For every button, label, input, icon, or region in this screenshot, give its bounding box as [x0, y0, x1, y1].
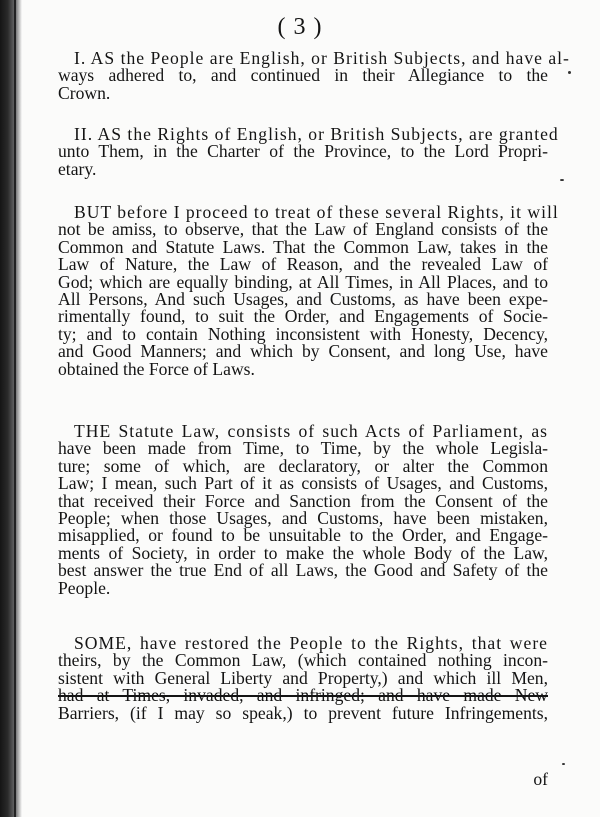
paragraph-line: unto Them, in the Charter of the Province, to the Lord Propri-	[58, 141, 548, 162]
paragraph-5	[58, 635, 548, 722]
paragraph-line: BUT before I proceed to treat of these several Rights, it will	[74, 202, 559, 222]
paragraph-line: Law; I mean, such Part of it as consists of Usages, and Customs,	[58, 473, 548, 494]
paragraph-line: misapplied, or found to be unsuitable to the Order, and Engage-	[58, 525, 548, 546]
ink-speck	[568, 71, 571, 74]
paragraph-line: Barriers, (if I may so speak,) to prevent future Infringements,	[58, 702, 548, 723]
paragraph-line: ture; some of which, are declaratory, or alter the Common	[58, 455, 548, 476]
paragraph-line: Crown.	[58, 82, 111, 103]
paragraph-line: etary.	[58, 158, 97, 179]
struck-through-line: had at Times, invaded, and infringed; and have made New	[58, 685, 548, 706]
ink-speck	[560, 179, 564, 181]
paragraph-line: obtained the Force of Laws.	[58, 358, 255, 379]
paragraph-line: Law of Nature, the Law of Reason, and the revealed Law of	[58, 254, 548, 275]
paragraph-line: and Good Manners; and which by Consent, and long Use, have	[58, 341, 548, 362]
paragraph-line: Common and Statute Laws. That the Common Law, takes in the	[58, 236, 548, 257]
paragraph-line: have been made from Time, to Time, by the whole Legisla-	[58, 438, 548, 459]
paragraph-line: ways adhered to, and continued in their Allegiance to the	[58, 65, 548, 86]
paragraph-4	[58, 423, 548, 597]
paragraph-line: theirs, by the Common Law, (which contained nothing incon-	[58, 650, 548, 671]
paragraph-line: ty; and to contain Nothing inconsistent with Honesty, Decency,	[58, 323, 548, 344]
paragraph-2	[58, 124, 559, 179]
page-number: ( 3 )	[277, 14, 323, 40]
paragraph-line: that received their Force and Sanction from the Consent of the	[58, 490, 548, 511]
paragraph-line: SOME, have restored the People to the Rights, that were	[74, 633, 548, 653]
paragraph-1	[58, 48, 570, 103]
paragraph-line: THE Statute Law, consists of such Acts of Parliament, as	[74, 421, 548, 441]
paragraph-line: rimentally found, to suit the Order, and Engagements of Socie-	[58, 306, 548, 327]
paragraph-line: ments of Society, in order to make the whole Body of the Law,	[58, 542, 548, 563]
paragraph-line: People; when those Usages, and Customs, have been mistaken,	[58, 508, 548, 529]
paragraph-line: All Persons, And such Usages, and Customs, as have been expe-	[58, 289, 548, 310]
paragraph-line: God; which are equally binding, at All Times, in All Places, and to	[58, 271, 548, 292]
paragraph-line: not be amiss, to observe, that the Law of England consists of the	[58, 219, 548, 240]
paragraph-line: II. AS the Rights of English, or British Subjects, are granted	[74, 124, 559, 144]
paragraph-line: I. AS the People are English, or British Subjects, and have al-	[74, 48, 570, 68]
paragraph-line: People.	[58, 577, 111, 598]
paragraph-line: best answer the true End of all Laws, the Good and Safety of the	[58, 560, 548, 581]
ink-speck	[562, 763, 565, 765]
paragraph-3	[58, 202, 559, 379]
book-binding-shadow	[0, 0, 22, 817]
catchword: of	[533, 769, 548, 789]
book-binding-edge	[14, 0, 16, 817]
paragraph-line: sistent with General Liberty and Property,) and which ill Men,	[58, 667, 548, 688]
